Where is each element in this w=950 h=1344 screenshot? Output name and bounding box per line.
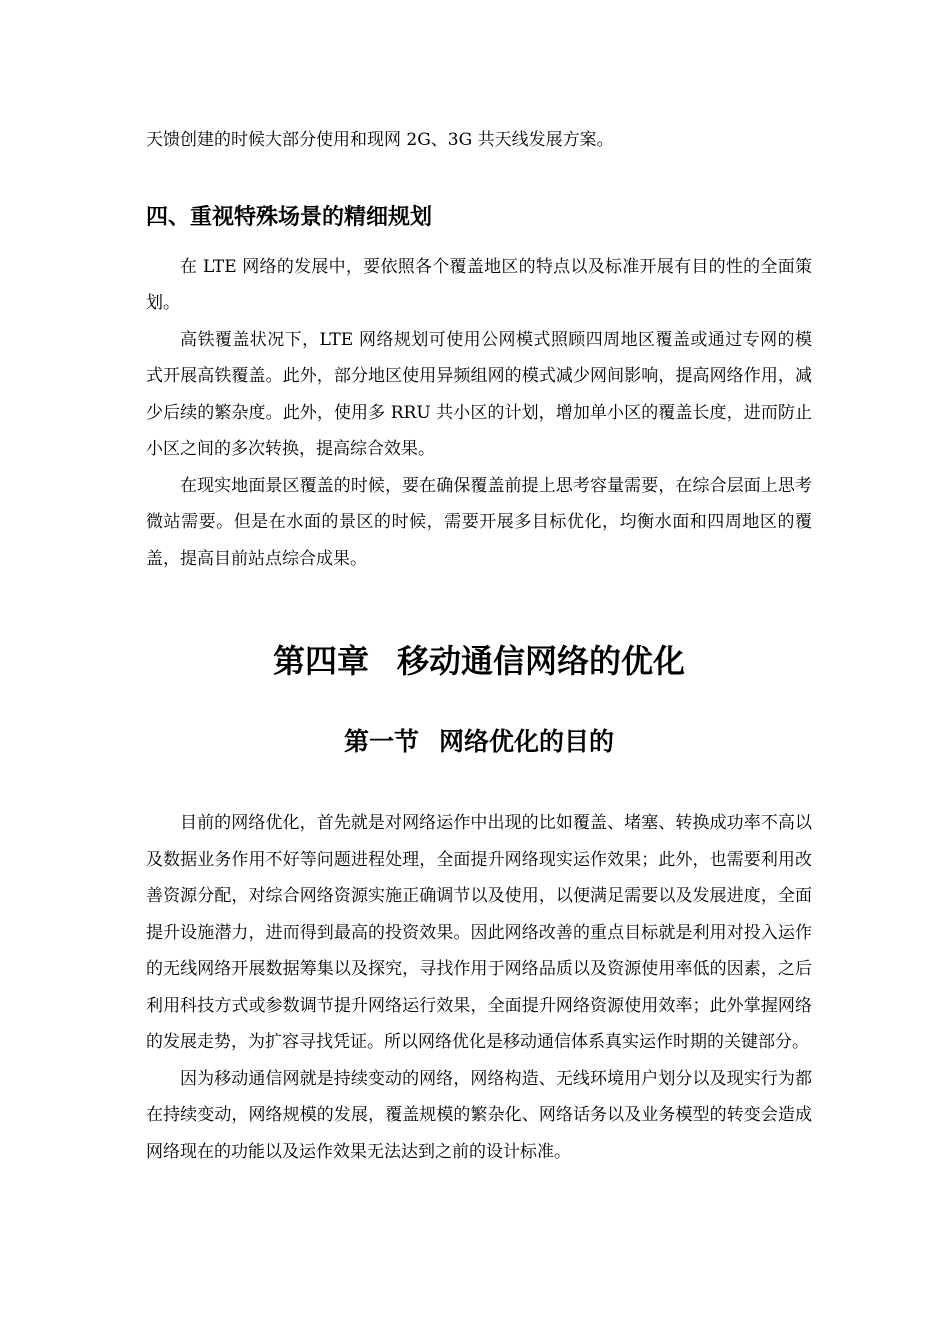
section-title [146,725,812,759]
chapter-title [146,641,812,681]
section-heading-special-scenarios: 四、重视特殊场景的精细规划 [146,204,433,230]
paragraph-high-speed-rail: 高铁覆盖状况下，LTE 网络规划可使用公网模式照顾四周地区覆盖或通过专网的模式开展高铁覆盖。此外，部分地区使用异频组网的模式减少网间影响，提高网络作用，减少后续的繁杂度。此外，使用多 RRU 共小区的计划，增加单小区的覆盖长度，进而防止小区之间的多次转换，提高综合效果。 [146,329,812,459]
section-number: 第一节 [343,727,419,756]
paragraph-lte-planning: 在 LTE 网络的发展中，要依照各个覆盖地区的特点以及标准开展有目的性的全面策划。 [146,256,812,313]
paragraph-antenna-plan: 天馈创建的时候大部分使用和现网 2G、3G 共天线发展方案。 [146,130,614,150]
page-content [146,122,812,1170]
paragraph-network-change: 因为移动通信网就是持续变动的网络，网络构造、无线环境用户划分以及现实行为都在持续变动，网络规模的发展，覆盖规模的繁杂化、网络话务以及业务模型的转变会造成网络现在的功能以及运作效果无法达到之前的设计标准。 [146,1068,812,1162]
chapter-number: 第四章 [272,642,369,680]
paragraph-scenic-area: 在现实地面景区覆盖的时候，要在确保覆盖前提上思考容量需要，在综合层面上思考微站需要。但是在水面的景区的时候，需要开展多目标优化，均衡水面和四周地区的覆盖，提高目前站点综合成果。 [146,475,812,569]
chapter-name: 移动通信网络的优化 [397,642,686,680]
section-name: 网络优化的目的 [439,727,615,756]
paragraph-optimization-goal: 目前的网络优化，首先就是对网络运作中出现的比如覆盖、堵塞、转换成功率不高以及数据业务作用不好等问题进程处理，全面提升网络现实运作效果；此外，也需要利用改善资源分配，对综合网络资源实施正确调节以及使用，以便满足需要以及发展进度，全面提升设施潜力，进而得到最高的投资效果。因此网络改善的重点目标就是利用对投入运作的无线网络开展数据筹集以及探究，寻找作用于网络品质以及资源使用率低的因素，之后利用科技方式或参数调节提升网络运行效果，全面提升网络资源使用效率；此外掌握网络的发展走势，为扩容寻找凭证。所以网络优化是移动通信体系真实运作时期的关键部分。 [146,813,812,1052]
